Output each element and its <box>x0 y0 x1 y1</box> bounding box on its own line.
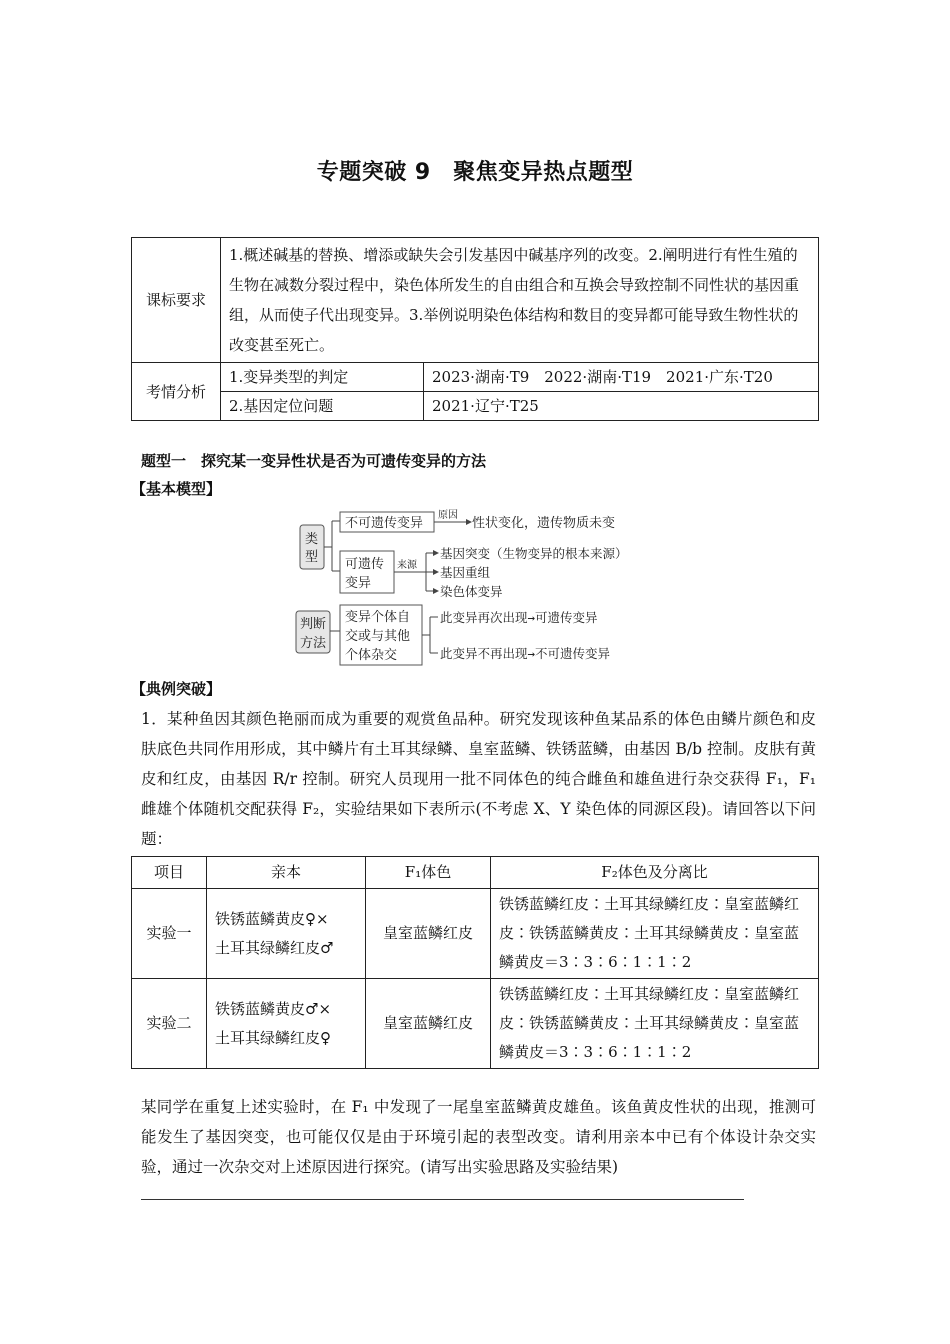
heritable-box-line1: 可遗传 <box>345 557 385 572</box>
source-label: 来源 <box>397 560 417 571</box>
exp1-f1: 皇室蓝鳞红皮 <box>366 889 491 979</box>
variation-diagram <box>290 503 670 668</box>
exp1-f2: 铁锈蓝鳞红皮∶土耳其绿鳞红皮∶皇室蓝鳞红皮∶铁锈蓝鳞黄皮∶土耳其绿鳞黄皮∶皇室蓝鳞黄皮＝3∶3∶6∶1∶1∶2 <box>491 889 819 979</box>
header-parents: 亲本 <box>207 857 366 889</box>
non-heritable-box: 不可遗传变异 <box>345 516 424 531</box>
exp1-parent-line2: 土耳其绿鳞红皮♂ <box>215 938 334 957</box>
outcome-1: 此变异再次出现→可遗传变异 <box>440 610 598 625</box>
exp2-parent-line2: 土耳其绿鳞红皮♀ <box>215 1028 331 1047</box>
exam-ref-1: 2023·湖南·T9 2022·湖南·T19 2021·广东·T20 <box>424 363 819 392</box>
non-heritable-result: 性状变化，遗传物质未变 <box>472 516 616 531</box>
exp1-parent-line1: 铁锈蓝鳞黄皮♀× <box>215 909 329 928</box>
table-row <box>132 889 819 979</box>
exp1-parents <box>207 889 366 979</box>
curriculum-table <box>131 237 819 421</box>
exam-item-2: 2.基因定位问题 <box>221 392 424 421</box>
exp1-name: 实验一 <box>132 889 207 979</box>
exp2-name: 实验二 <box>132 979 207 1069</box>
source-2: 基因重组 <box>440 565 491 580</box>
reason-label: 原因 <box>438 510 458 521</box>
source-3: 染色体变异 <box>440 584 503 599</box>
method-desc-line2: 交或与其他 <box>345 629 411 644</box>
standards-text: 1.概述碱基的替换、增添或缺失会引发基因中碱基序列的改变。2.阐明进行有性生殖的生物在减数分裂过程中，染色体所发生的自由组合和互换会导致控制不同性状的基因重组，从而使子代出现变异。3.举例说明染色体结构和数目的变异都可能导致生物性状的改变甚至死亡。 <box>221 238 819 363</box>
header-f1: F₁体色 <box>366 857 491 889</box>
type-box-char2: 型 <box>305 550 319 565</box>
follow-up-text: 某同学在重复上述实验时，在 F₁ 中发现了一尾皇室蓝鳞黄皮雄鱼。该鱼黄皮性状的出现，推测可能发生了基因突变，也可能仅仅是由于环境引起的表型改变。请利用亲本中已有个体设计杂交实验，通过一次杂交对上述原因进行探究。(请写出实验思路及实验结果) <box>141 1098 816 1176</box>
exp2-parents <box>207 979 366 1069</box>
method-desc-line3: 个体杂交 <box>345 648 398 663</box>
exam-ref-2: 2021·辽宁·T25 <box>424 392 819 421</box>
exam-item-1: 1.变异类型的判定 <box>221 363 424 392</box>
exp2-parent-line1: 铁锈蓝鳞黄皮♂× <box>215 999 332 1018</box>
method-box-line2: 方法 <box>300 636 327 651</box>
source-1: 基因突变（生物变异的根本来源） <box>440 546 628 561</box>
outcome-2: 此变异不再出现→不可遗传变异 <box>440 646 611 661</box>
table-row <box>132 979 819 1069</box>
exp2-f2: 铁锈蓝鳞红皮∶土耳其绿鳞红皮∶皇室蓝鳞红皮∶铁锈蓝鳞黄皮∶土耳其绿鳞黄皮∶皇室蓝鳞黄皮＝3∶3∶6∶1∶1∶2 <box>491 979 819 1069</box>
experiment-table <box>131 856 819 1069</box>
question-text: 1．某种鱼因其颜色艳丽而成为重要的观赏鱼品种。研究发现该种鱼某品系的体色由鳞片颜色和皮肤底色共同作用形成，其中鳞片有土耳其绿鳞、皇室蓝鳞、铁锈蓝鳞，由基因 B/b 控制。皮肤有黄皮和红皮，由基因 R/r 控制。研究人员现用一批不同体色的纯合雌鱼和雄鱼进行杂交获得 F₁，F₁ 雌雄个体随机交配获得 F₂，实验结果如下表所示(不考虑 X、Y 染色体的同源区段)。请回答以下问题： <box>141 710 816 848</box>
basic-model-label: 【基本模型】 <box>131 480 222 498</box>
method-desc-line1: 变异个体自 <box>345 610 411 625</box>
example-label: 【典例突破】 <box>131 680 222 698</box>
section-heading: 题型一 探究某一变异性状是否为可遗传变异的方法 <box>141 452 487 470</box>
exam-analysis-label: 考情分析 <box>132 363 221 421</box>
page-title: 专题突破 9 聚焦变异热点题型 <box>316 160 634 185</box>
header-f2: F₂体色及分离比 <box>491 857 819 889</box>
answer-line[interactable] <box>141 1199 744 1200</box>
header-item: 项目 <box>132 857 207 889</box>
method-box-line1: 判断 <box>300 617 327 632</box>
exp2-f1: 皇室蓝鳞红皮 <box>366 979 491 1069</box>
type-box-char1: 类 <box>305 532 319 547</box>
standards-label: 课标要求 <box>132 238 221 363</box>
heritable-box-line2: 变异 <box>345 576 372 591</box>
